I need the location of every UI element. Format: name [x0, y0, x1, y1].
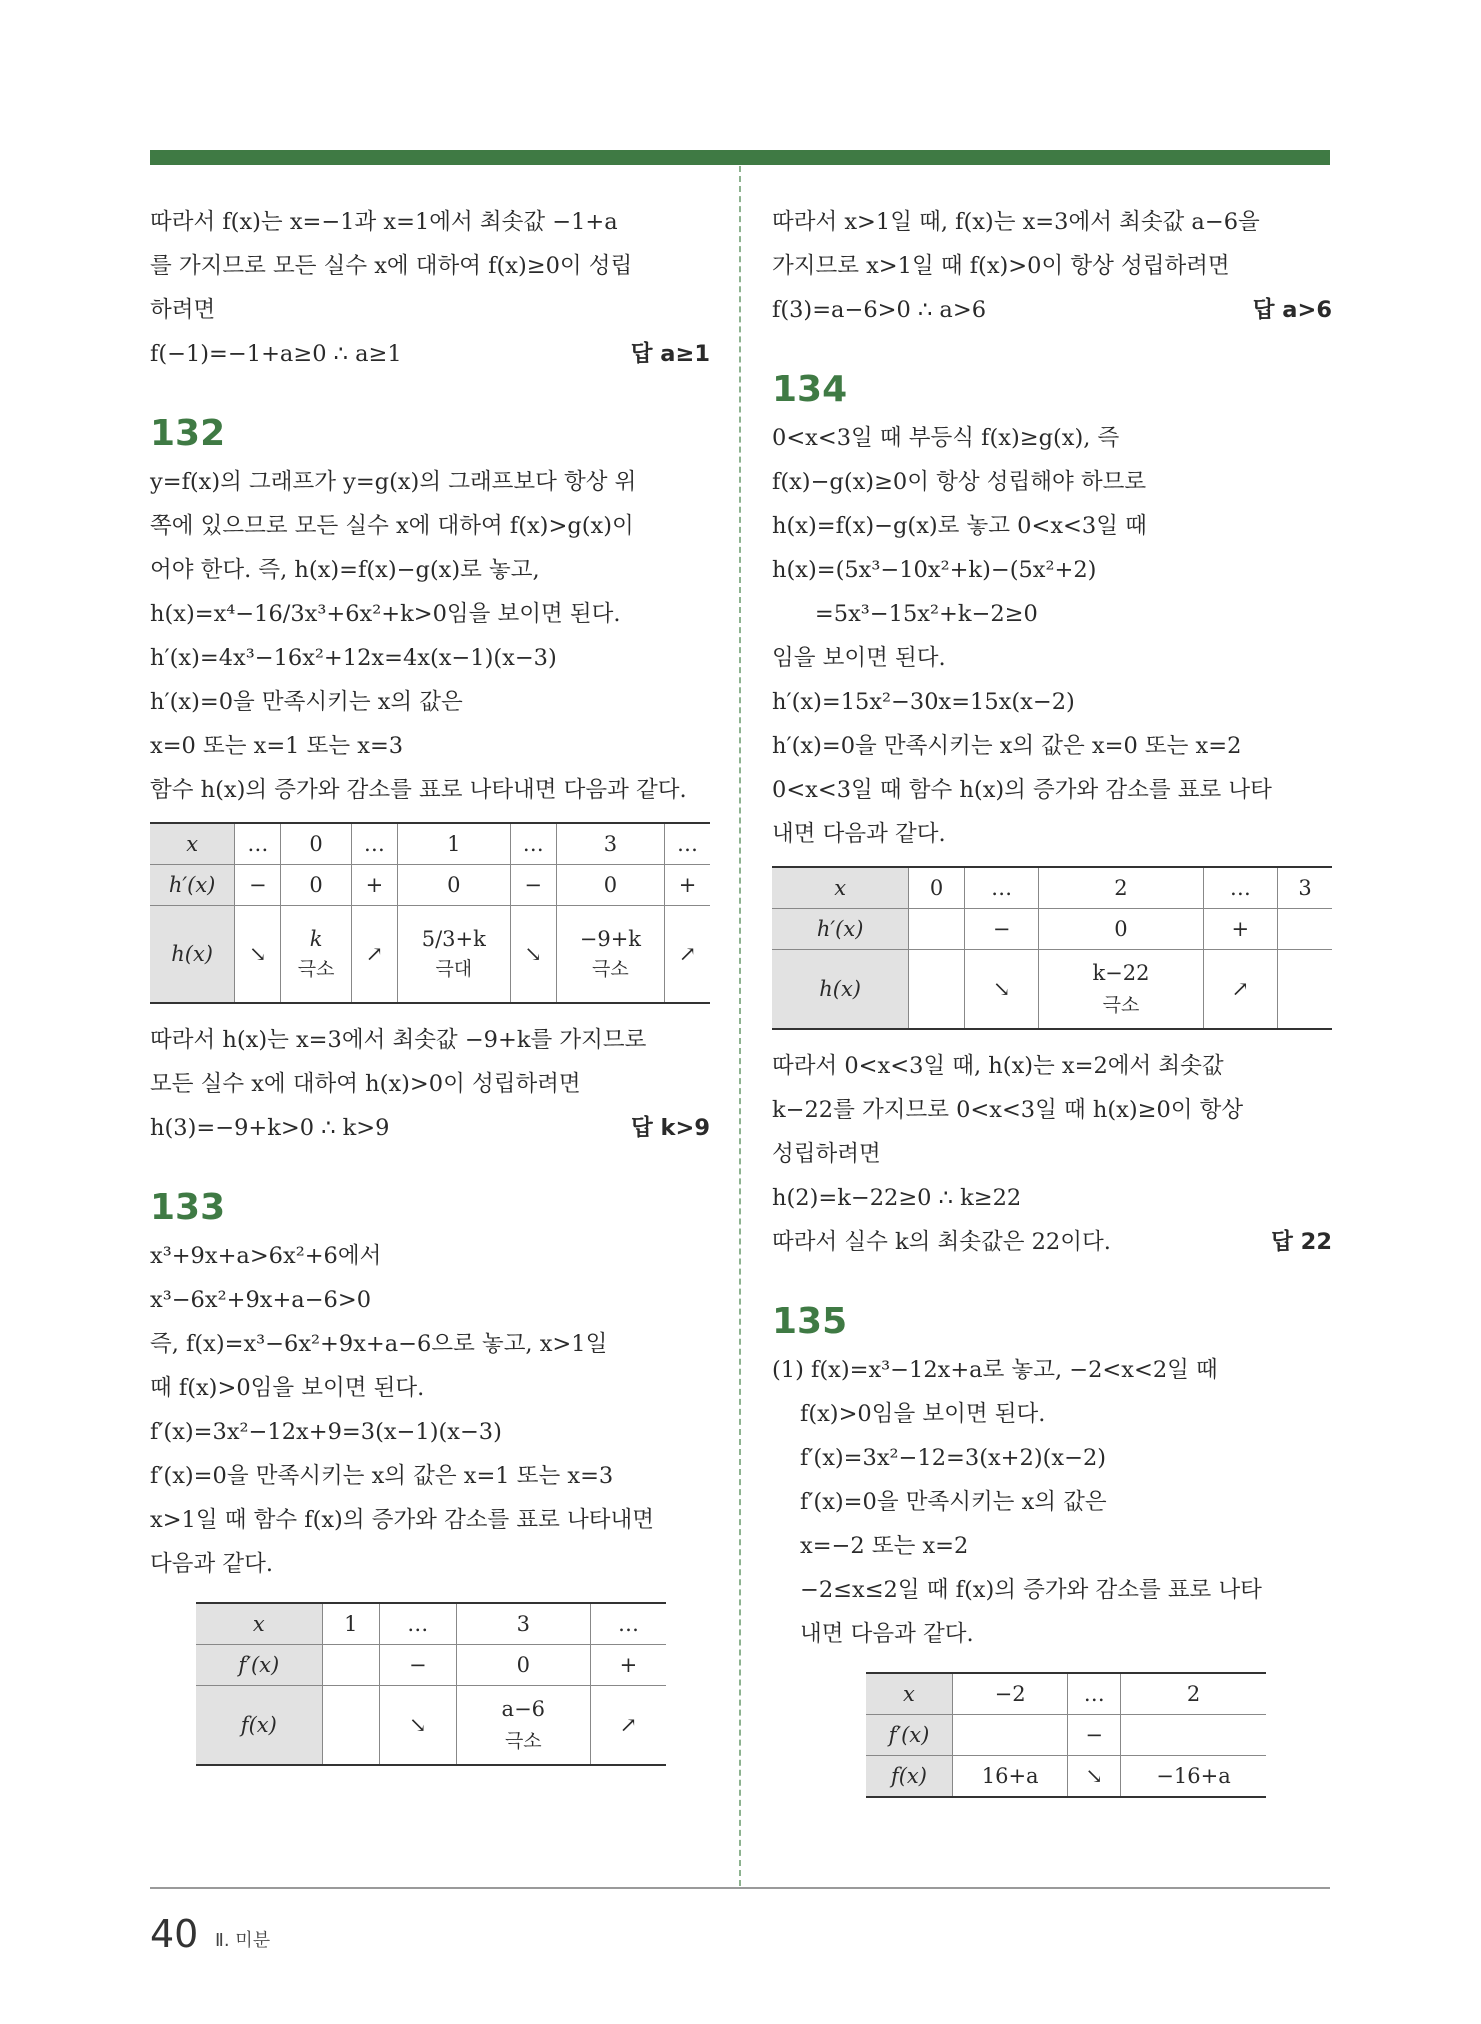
- table-cell: −: [1068, 1715, 1121, 1756]
- text-line: 임을 보이면 된다.: [772, 645, 946, 671]
- variation-table: [866, 1672, 1266, 1798]
- variation-table: [150, 822, 710, 1004]
- table-cell: +: [665, 865, 711, 906]
- text-line: h(x)=f(x)−g(x)로 놓고 0<x<3일 때: [772, 513, 1147, 539]
- text-line: f′(x)=3x²−12=3(x+2)(x−2): [800, 1445, 1107, 1471]
- table-cell: [1278, 950, 1332, 1030]
- table-cell: ↗: [665, 906, 711, 1004]
- text-line: 따라서 f(x)는 x=−1과 x=1에서 최솟값 −1+a: [150, 209, 618, 235]
- text-line: h′(x)=0을 만족시키는 x의 값은 x=0 또는 x=2: [772, 733, 1242, 759]
- table-cell: ↗: [351, 906, 397, 1004]
- table-cell: …: [235, 823, 281, 865]
- text-line: 따라서 h(x)는 x=3에서 최솟값 −9+k를 가지므로: [150, 1027, 647, 1053]
- text-line: h′(x)=0을 만족시키는 x의 값은: [150, 689, 463, 715]
- section-label: Ⅱ. 미분: [215, 1930, 271, 1951]
- answer: 답 k>9: [630, 1115, 710, 1141]
- text-line: k−22를 가지므로 0<x<3일 때 h(x)≥0이 항상: [772, 1097, 1244, 1123]
- table-cell: k−22 극소: [1039, 950, 1203, 1030]
- table-cell: 2: [1039, 867, 1203, 909]
- table-cell: −16+a: [1121, 1756, 1267, 1798]
- text-line: 어야 한다. 즉, h(x)=f(x)−g(x)로 놓고,: [150, 557, 540, 583]
- table-cell: x: [866, 1673, 952, 1715]
- table-cell: …: [379, 1603, 456, 1645]
- table-cell: 0: [456, 1645, 590, 1686]
- problem-number: 134: [772, 369, 848, 410]
- text-line: 하려면: [150, 297, 216, 323]
- table-cell: −: [235, 865, 281, 906]
- text-line: 가지므로 x>1일 때 f(x)>0이 항상 성립하려면: [772, 253, 1230, 279]
- table-cell: 0: [1039, 909, 1203, 950]
- text-line: h(2)=k−22≥0 ∴ k≥22: [772, 1185, 1022, 1211]
- answer-line: 답 a>6 f(3)=a−6>0 ∴ a>6: [772, 288, 1332, 332]
- text-line: x³−6x²+9x+a−6>0: [150, 1287, 372, 1313]
- text-line: 함수 h(x)의 증가와 감소를 표로 나타내면 다음과 같다.: [150, 777, 687, 803]
- table-cell: 0: [556, 865, 664, 906]
- text-line: 성립하려면: [772, 1141, 881, 1167]
- table-cell: …: [590, 1603, 666, 1645]
- text-line: 따라서 0<x<3일 때, h(x)는 x=2에서 최솟값: [772, 1053, 1224, 1079]
- table-cell: f′(x): [196, 1645, 322, 1686]
- table-cell: …: [964, 867, 1039, 909]
- text-line: 내면 다음과 같다.: [772, 821, 946, 847]
- table-cell: 16+a: [952, 1756, 1067, 1798]
- table-cell: x: [196, 1603, 322, 1645]
- right-column: [772, 200, 1332, 1812]
- table-cell: −2: [952, 1673, 1067, 1715]
- variation-table: [196, 1602, 666, 1766]
- text-line: f′(x)=0을 만족시키는 x의 값은 x=1 또는 x=3: [150, 1463, 614, 1489]
- text-line: 모든 실수 x에 대하여 h(x)>0이 성립하려면: [150, 1071, 581, 1097]
- answer: 답 22: [1271, 1229, 1332, 1255]
- footer-rule: [150, 1887, 1330, 1889]
- text-line: x=0 또는 x=1 또는 x=3: [150, 733, 404, 759]
- table-cell: 3: [456, 1603, 590, 1645]
- text-line: f(x)>0임을 보이면 된다.: [800, 1401, 1046, 1427]
- table-cell: 5/3+k 극대: [398, 906, 511, 1004]
- text-line: 때 f(x)>0임을 보이면 된다.: [150, 1375, 425, 1401]
- table-cell: ↘: [235, 906, 281, 1004]
- text-line: =5x³−15x²+k−2≥0: [772, 601, 1038, 627]
- table-cell: [909, 950, 965, 1030]
- table-cell: 1: [322, 1603, 379, 1645]
- variation-table: [772, 866, 1332, 1030]
- table-cell: [909, 909, 965, 950]
- text-line: 0<x<3일 때 부등식 f(x)≥g(x), 즉: [772, 425, 1120, 451]
- table-cell: ↘: [1068, 1756, 1121, 1798]
- left-column: [150, 200, 710, 1780]
- answer-line: 답 a≥1 f(−1)=−1+a≥0 ∴ a≥1: [150, 332, 710, 376]
- text-line: 다음과 같다.: [150, 1551, 273, 1577]
- table-cell: 0: [281, 823, 351, 865]
- table-cell: …: [351, 823, 397, 865]
- text-line: h(x)=x⁴−16/3x³+6x²+k>0임을 보이면 된다.: [150, 601, 621, 627]
- table-cell: +: [1203, 909, 1278, 950]
- answer: 답 a≥1: [630, 341, 710, 367]
- table-cell: [322, 1686, 379, 1766]
- text-line: f(x)−g(x)≥0이 항상 성립해야 하므로: [772, 469, 1147, 495]
- text-line: 0<x<3일 때 함수 h(x)의 증가와 감소를 표로 나타: [772, 777, 1272, 803]
- answer-line: 답 k>9 h(3)=−9+k>0 ∴ k>9: [150, 1106, 710, 1150]
- text-line: 를 가지므로 모든 실수 x에 대하여 f(x)≥0이 성립: [150, 253, 633, 279]
- table-cell: [322, 1645, 379, 1686]
- table-cell: [1278, 909, 1332, 950]
- table-cell: 3: [556, 823, 664, 865]
- header-bar: [150, 150, 1330, 165]
- text-line: 따라서 x>1일 때, f(x)는 x=3에서 최솟값 a−6을: [772, 209, 1260, 235]
- text-line: f′(x)=3x²−12x+9=3(x−1)(x−3): [150, 1419, 502, 1445]
- text-line: x=−2 또는 x=2: [800, 1533, 969, 1559]
- text-line: f′(x)=0을 만족시키는 x의 값은: [800, 1489, 1107, 1515]
- table-cell: 1: [398, 823, 511, 865]
- table-cell: h′(x): [772, 909, 909, 950]
- table-cell: 0: [398, 865, 511, 906]
- text-line: 내면 다음과 같다.: [800, 1621, 974, 1647]
- answer-line: 답 22 따라서 실수 k의 최솟값은 22이다.: [772, 1220, 1332, 1264]
- page-number: 40: [150, 1912, 199, 1956]
- problem-number: 135: [772, 1301, 848, 1342]
- table-cell: −: [379, 1645, 456, 1686]
- table-cell: …: [1068, 1673, 1121, 1715]
- table-cell: h′(x): [150, 865, 235, 906]
- table-cell: ↗: [1203, 950, 1278, 1030]
- table-cell: 0: [909, 867, 965, 909]
- text-line: h′(x)=15x²−30x=15x(x−2): [772, 689, 1075, 715]
- table-cell: −9+k 극소: [556, 906, 664, 1004]
- table-cell: …: [665, 823, 711, 865]
- table-cell: ↘: [379, 1686, 456, 1766]
- text-line: 쪽에 있으므로 모든 실수 x에 대하여 f(x)>g(x)이: [150, 513, 634, 539]
- table-cell: ↘: [510, 906, 556, 1004]
- table-cell: 2: [1121, 1673, 1267, 1715]
- text-line: h(x)=(5x³−10x²+k)−(5x²+2): [772, 557, 1097, 583]
- column-divider: [739, 166, 741, 1886]
- table-cell: ↘: [964, 950, 1039, 1030]
- table-cell: x: [150, 823, 235, 865]
- table-cell: −: [964, 909, 1039, 950]
- table-cell: f(x): [196, 1686, 322, 1766]
- table-cell: x: [772, 867, 909, 909]
- text-line: x>1일 때 함수 f(x)의 증가와 감소를 표로 나타내면: [150, 1507, 654, 1533]
- answer: 답 a>6: [1252, 297, 1332, 323]
- table-cell: +: [590, 1645, 666, 1686]
- text-line: 즉, f(x)=x³−6x²+9x+a−6으로 놓고, x>1일: [150, 1331, 608, 1357]
- table-cell: …: [1203, 867, 1278, 909]
- table-cell: …: [510, 823, 556, 865]
- text-line: (1) f(x)=x³−12x+a로 놓고, −2<x<2일 때: [772, 1357, 1218, 1383]
- text-line: x³+9x+a>6x²+6에서: [150, 1243, 382, 1269]
- table-cell: k 극소: [281, 906, 351, 1004]
- text-line: y=f(x)의 그래프가 y=g(x)의 그래프보다 항상 위: [150, 469, 637, 495]
- table-cell: f(x): [866, 1756, 952, 1798]
- text-line: −2≤x≤2일 때 f(x)의 증가와 감소를 표로 나타: [800, 1577, 1262, 1603]
- table-cell: [952, 1715, 1067, 1756]
- table-cell: ↗: [590, 1686, 666, 1766]
- table-cell: 3: [1278, 867, 1332, 909]
- table-cell: h(x): [772, 950, 909, 1030]
- problem-number: 133: [150, 1187, 226, 1228]
- table-cell: [1121, 1715, 1267, 1756]
- table-cell: f′(x): [866, 1715, 952, 1756]
- table-cell: −: [510, 865, 556, 906]
- table-cell: h(x): [150, 906, 235, 1004]
- text-line: h′(x)=4x³−16x²+12x=4x(x−1)(x−3): [150, 645, 557, 671]
- problem-number: 132: [150, 413, 226, 454]
- table-cell: 0: [281, 865, 351, 906]
- table-cell: a−6 극소: [456, 1686, 590, 1766]
- table-cell: +: [351, 865, 397, 906]
